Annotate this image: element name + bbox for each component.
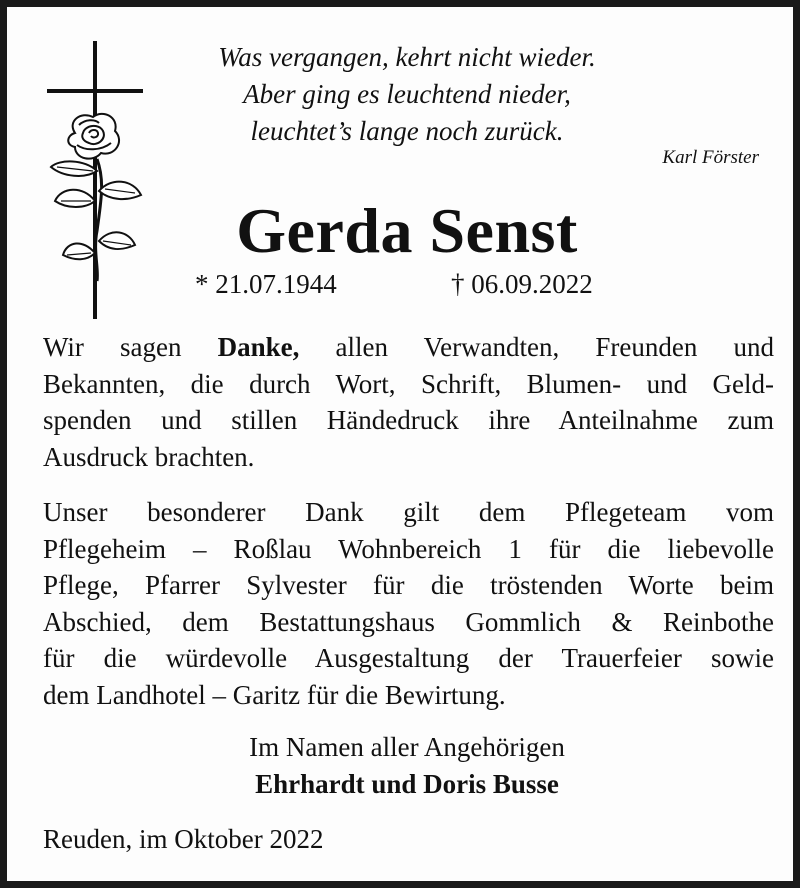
paragraph-line: Abschied, dem Bestattungshaus Gommlich & Reinbothe	[43, 606, 774, 637]
thanks-line-rest: allen Verwandten, Freunden und	[299, 332, 774, 362]
cross-with-rose-icon	[45, 41, 145, 321]
paragraph-line: dem Landhotel – Garitz für die Bewirtung.	[43, 679, 506, 710]
paragraph-line: Pflegeheim – Roßlau Wohnbereich 1 für die liebevolle	[43, 533, 774, 564]
paragraph-line	[43, 329, 774, 366]
death-date: † 06.09.2022	[451, 269, 593, 299]
deceased-name: Gerda Senst	[236, 195, 578, 266]
thanks-lead: Wir sagen	[43, 332, 218, 362]
special-thanks-paragraph	[43, 494, 774, 713]
poem-author: Karl Förster	[662, 147, 759, 168]
paragraph-line: Ausdruck brachten.	[43, 441, 255, 472]
paragraph-line: Bekannten, die durch Wort, Schrift, Blumen- und Geld-	[43, 368, 774, 399]
poem-line: leuchtet’s lange noch zurück.	[250, 116, 564, 146]
poem-line: Aber ging es leuchtend nieder,	[243, 79, 571, 109]
paragraph-line: Unser besonderer Dank gilt dem Pflegeteam vom	[43, 497, 774, 527]
place-date: Reuden, im Oktober 2022	[43, 824, 324, 854]
birth-date: * 21.07.1944	[195, 269, 337, 299]
signoff-intro: Im Namen aller Angehörigen	[249, 732, 565, 762]
poem	[157, 39, 657, 150]
paragraph-line: für die würdevolle Ausgestaltung der Trauerfeier sowie	[43, 643, 774, 673]
signoff	[157, 729, 657, 803]
paragraph-line: spenden und stillen Händedruck ihre Anteilnahme zum	[43, 405, 774, 435]
paragraph-line: Pflege, Pfarrer Sylvester für die tröstenden Worte beim	[43, 570, 774, 600]
signoff-signers: Ehrhardt und Doris Busse	[255, 769, 559, 799]
thanks-emphasis: Danke,	[217, 332, 300, 362]
thanks-paragraph	[43, 329, 774, 475]
poem-line: Was vergangen, kehrt nicht wieder.	[218, 42, 596, 72]
